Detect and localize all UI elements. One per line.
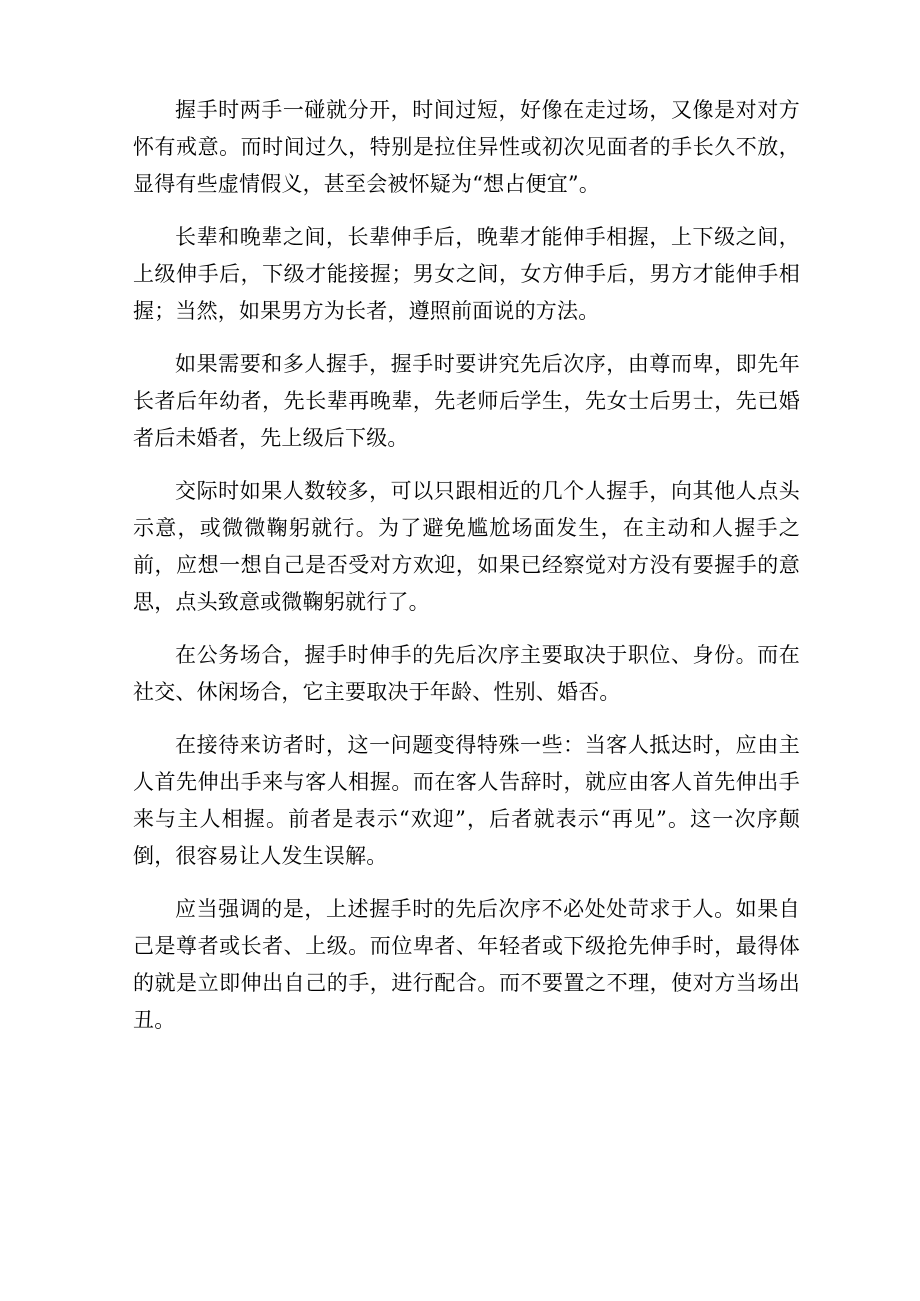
paragraph-1: 握手时两手一碰就分开，时间过短，好像在走过场，又像是对对方怀有戒意。而时间过久，特别是拉住异性或初次见面者的手长久不放，显得有些虚情假义，甚至会被怀疑为“想占便宜”。 <box>133 98 800 196</box>
paragraph-7: 应当强调的是，上述握手时的先后次序不必处处苛求于人。如果自己是尊者或长者、上级。而位卑者、年轻者或下级抢先伸手时，最得体的就是立即伸出自己的手，进行配合。而不要置之不理，使对方当场出丑。 <box>133 897 800 1032</box>
paragraph-5: 在公务场合，握手时伸手的先后次序主要取决于职位、身份。而在社交、休闲场合，它主要取决于年龄、性别、婚否。 <box>133 643 800 704</box>
paragraph-4: 交际时如果人数较多，可以只跟相近的几个人握手，向其他人点头示意，或微微鞠躬就行。为了避免尴尬场面发生，在主动和人握手之前，应想一想自己是否受对方欢迎，如果已经察觉对方没有要握手的意思，点头致意或微鞠躬就行了。 <box>133 479 800 614</box>
document-body <box>133 92 800 1055</box>
paragraph-3: 如果需要和多人握手，握手时要讲究先后次序，由尊而卑，即先年长者后年幼者，先长辈再晚辈，先老师后学生，先女士后男士，先已婚者后未婚者，先上级后下级。 <box>133 352 800 450</box>
paragraph-2: 长辈和晚辈之间，长辈伸手后，晚辈才能伸手相握，上下级之间，上级伸手后，下级才能接握；男女之间，女方伸手后，男方才能伸手相握；当然，如果男方为长者，遵照前面说的方法。 <box>133 225 800 323</box>
paragraph-6: 在接待来访者时，这一问题变得特殊一些：当客人抵达时，应由主人首先伸出手来与客人相握。而在客人告辞时，就应由客人首先伸出手来与主人相握。前者是表示“欢迎”，后者就表示“再见”。这一次序颠倒，很容易让人发生误解。 <box>133 733 800 868</box>
